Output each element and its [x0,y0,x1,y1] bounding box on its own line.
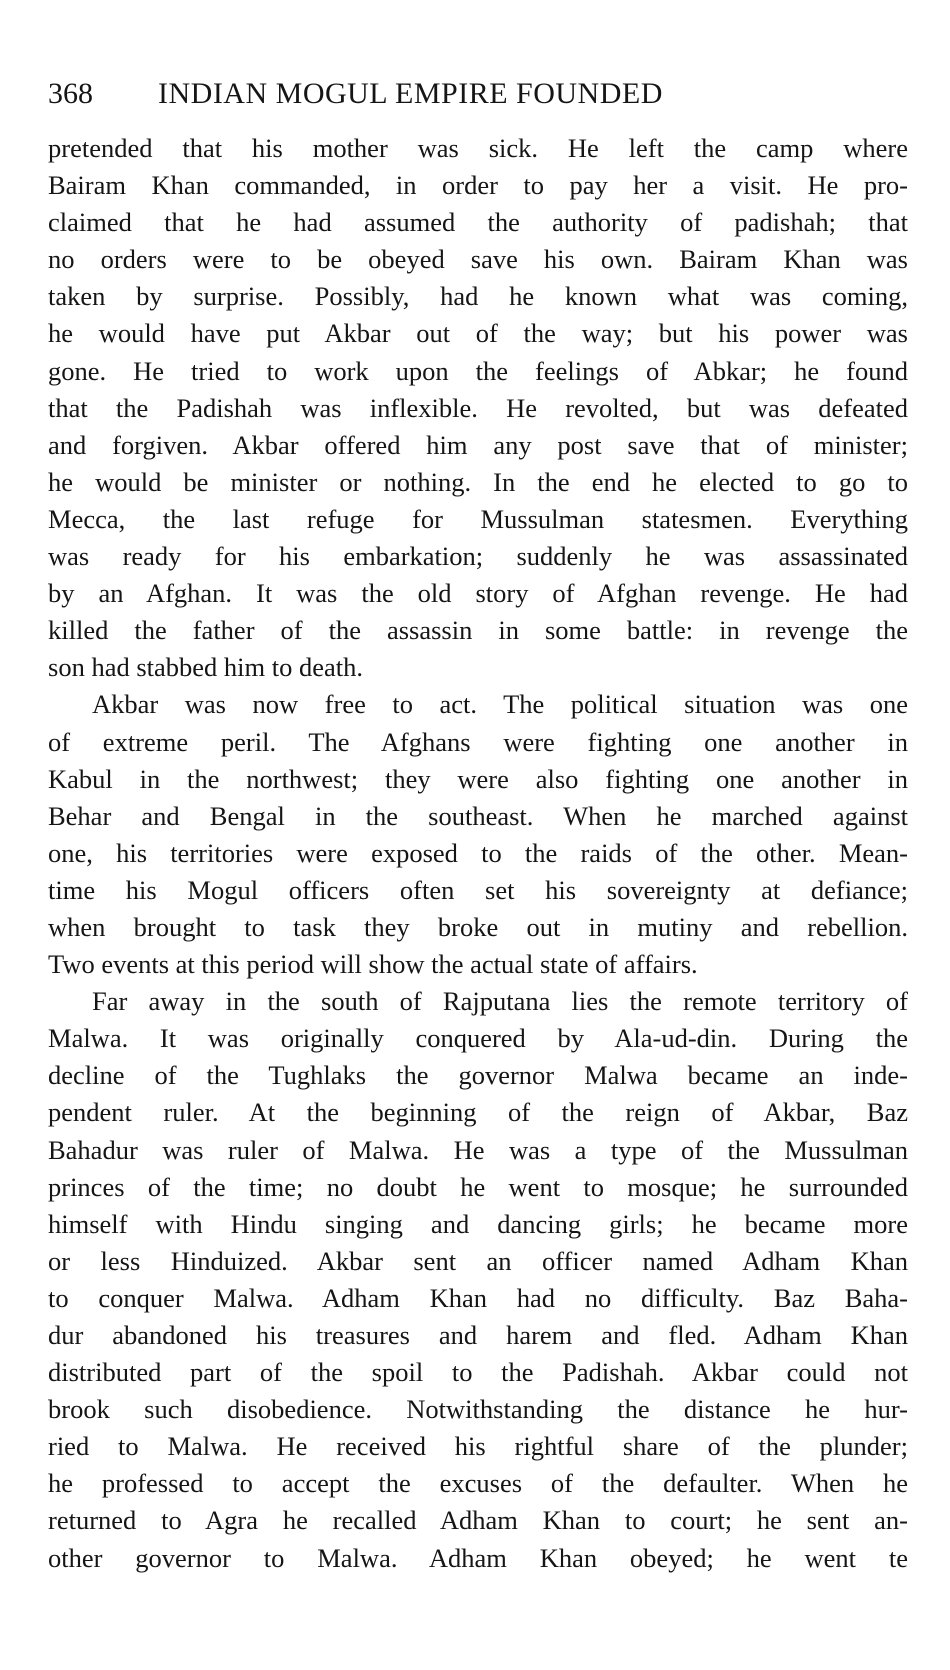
text-line: brook such disobedience. Notwithstanding the distance he hur- [48,1394,908,1425]
text-line: princes of the time; no doubt he went to mosque; he surrounded [48,1171,908,1202]
text-line: Bairam Khan commanded, in order to pay her a visit. He pro- [48,170,908,201]
chapter-title: INDIAN MOGUL EMPIRE FOUNDED [158,77,663,110]
text-line: other governor to Malwa. Adham Khan obeyed; he went te [48,1542,908,1573]
text-line: no orders were to be obeyed save his own. Bairam Khan was [48,244,908,275]
paragraph [48,686,908,983]
text-line: dur abandoned his treasures and harem and fled. Adham Khan [48,1320,908,1350]
text-line: he would have put Akbar out of the way; but his power was [48,318,908,349]
text-line: killed the father of the assassin in some battle: in revenge the [48,615,908,646]
text-line: himself with Hindu singing and dancing girls; he became more [48,1208,908,1239]
text-line: and forgiven. Akbar offered him any post save that of minister; [48,429,908,460]
page-number: 368 [48,77,93,110]
text-line: Mecca, the last refuge for Mussulman statesmen. Everything [48,503,908,534]
text-line: gone. He tried to work upon the feelings of Abkar; he found [48,355,908,386]
text-line: that the Padishah was inflexible. He revolted, but was defeated [48,392,908,423]
text-line: Malwa. It was originally conquered by Ala-ud-din. During the [48,1023,908,1054]
text-line: decline of the Tughlaks the governor Malwa became an inde- [48,1060,908,1091]
text-line: returned to Agra he recalled Adham Khan to court; he sent an- [48,1505,908,1536]
text-line: Kabul in the northwest; they were also fighting one another in [48,763,908,794]
text-line: by an Afghan. It was the old story of Afghan revenge. He had [48,578,908,609]
text-line: or less Hinduized. Akbar sent an officer named Adham Khan [48,1245,908,1276]
text-line: pretended that his mother was sick. He left the camp where [48,133,908,163]
text-line: Behar and Bengal in the southeast. When he marched against [48,800,908,831]
paragraph [48,983,908,1577]
text-line: was ready for his embarkation; suddenly he was assassinated [48,541,908,572]
text-line: of extreme peril. The Afghans were fighting one another in [48,726,908,757]
text-line: one, his territories were exposed to the raids of the other. Mean- [48,837,908,868]
body-text [48,130,908,1577]
text-line: he would be minister or nothing. In the end he elected to go to [48,466,908,497]
text-line: claimed that he had assumed the authority of padishah; that [48,207,908,238]
text-line: Bahadur was ruler of Malwa. He was a type of the Mussulman [48,1134,908,1165]
text-line: he professed to accept the excuses of the defaulter. When he [48,1468,908,1499]
text-line: Two events at this period will show the actual state of affairs. [48,949,698,980]
text-line: ried to Malwa. He received his rightful share of the plunder; [48,1431,908,1462]
text-line: taken by surprise. Possibly, had he known what was coming, [48,281,908,312]
text-line: son had stabbed him to death. [48,652,363,683]
running-head [48,72,908,116]
text-line: to conquer Malwa. Adham Khan had no difficulty. Baz Baha- [48,1282,908,1313]
text-line: when brought to task they broke out in mutiny and rebellion. [48,911,908,942]
text-line: Far away in the south of Rajputana lies the remote territory of [92,986,908,1017]
text-line: pendent ruler. At the beginning of the reign of Akbar, Baz [48,1097,908,1128]
text-line: Akbar was now free to act. The political situation was one [92,689,908,720]
paragraph [48,130,908,686]
text-line: time his Mogul officers often set his sovereignty at defiance; [48,874,908,905]
text-line: distributed part of the spoil to the Padishah. Akbar could not [48,1357,908,1388]
